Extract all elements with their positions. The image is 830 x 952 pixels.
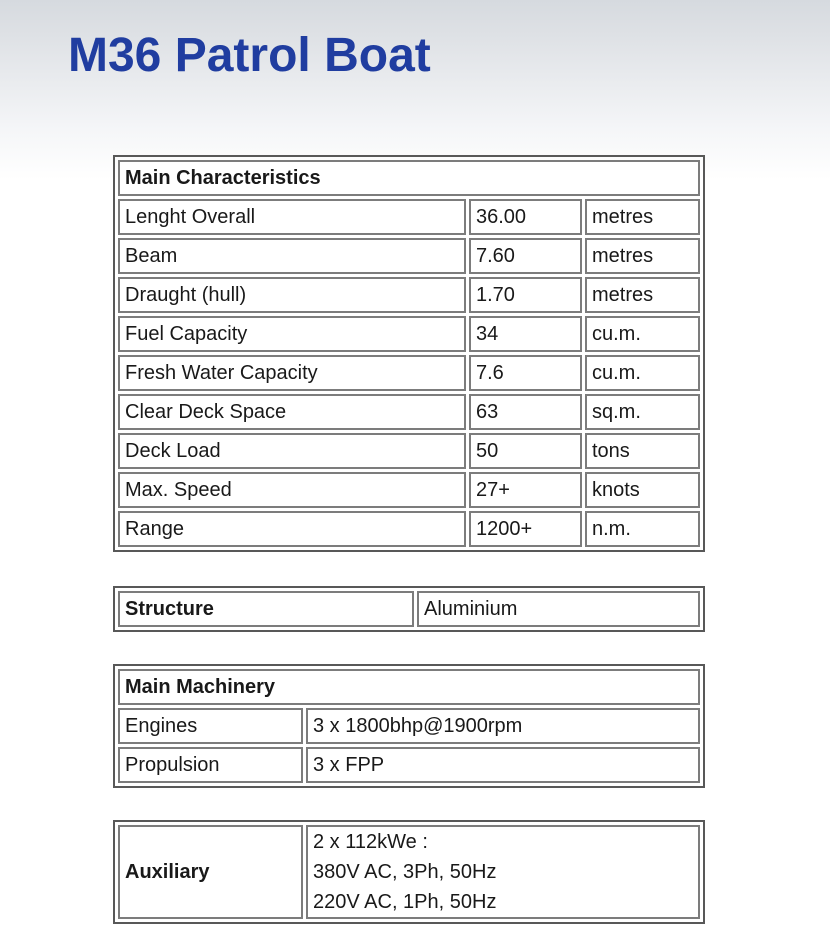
table-row — [118, 591, 700, 627]
auxiliary-line: 220V AC, 1Ph, 50Hz — [313, 891, 497, 914]
auxiliary-label-cell: Auxiliary — [118, 825, 303, 919]
spec-label-cell: Fuel Capacity — [118, 316, 466, 352]
page-title: M36 Patrol Boat — [68, 29, 431, 82]
spec-label-cell: Range — [118, 511, 466, 547]
spec-label-cell: Clear Deck Space — [118, 394, 466, 430]
section-header-row — [118, 669, 700, 705]
spec-unit-cell: n.m. — [585, 511, 700, 547]
table-row — [118, 238, 700, 274]
table-row — [118, 394, 700, 430]
spec-unit-cell: metres — [585, 238, 700, 274]
structure-value-cell: Aluminium — [417, 591, 700, 627]
auxiliary-table — [113, 820, 705, 924]
structure-label-cell: Structure — [118, 591, 414, 627]
auxiliary-value-cell — [306, 825, 700, 919]
spec-value-cell: 1.70 — [469, 277, 582, 313]
spec-label-cell: Lenght Overall — [118, 199, 466, 235]
spec-unit-cell: cu.m. — [585, 316, 700, 352]
spec-value-cell: 50 — [469, 433, 582, 469]
spec-unit-cell: sq.m. — [585, 394, 700, 430]
main-characteristics-table — [113, 155, 705, 552]
spec-label-cell: Fresh Water Capacity — [118, 355, 466, 391]
table-row — [118, 708, 700, 744]
table-row — [118, 199, 700, 235]
spec-value-cell: 3 x 1800bhp@1900rpm — [306, 708, 700, 744]
table-row — [118, 747, 700, 783]
spec-label-cell: Draught (hull) — [118, 277, 466, 313]
spec-label-cell: Beam — [118, 238, 466, 274]
table-row — [118, 316, 700, 352]
spec-unit-cell: tons — [585, 433, 700, 469]
spec-label-cell: Propulsion — [118, 747, 303, 783]
spec-label-cell: Max. Speed — [118, 472, 466, 508]
spec-value-cell: 3 x FPP — [306, 747, 700, 783]
structure-table — [113, 586, 705, 632]
spec-value-cell: 7.60 — [469, 238, 582, 274]
section-header-row — [118, 160, 700, 196]
table-row — [118, 511, 700, 547]
table-row — [118, 277, 700, 313]
spec-value-cell: 7.6 — [469, 355, 582, 391]
table-row — [118, 825, 700, 919]
spec-unit-cell: metres — [585, 199, 700, 235]
spec-label-cell: Engines — [118, 708, 303, 744]
spec-value-cell: 63 — [469, 394, 582, 430]
spec-value-cell: 1200+ — [469, 511, 582, 547]
spec-unit-cell: cu.m. — [585, 355, 700, 391]
main-machinery-header: Main Machinery — [118, 669, 700, 705]
spec-unit-cell: knots — [585, 472, 700, 508]
spec-value-cell: 27+ — [469, 472, 582, 508]
table-row — [118, 355, 700, 391]
spec-unit-cell: metres — [585, 277, 700, 313]
main-machinery-table — [113, 664, 705, 788]
spec-label-cell: Deck Load — [118, 433, 466, 469]
auxiliary-line: 2 x 112kWe : — [313, 831, 428, 854]
table-row — [118, 433, 700, 469]
main-characteristics-header: Main Characteristics — [118, 160, 700, 196]
spec-value-cell: 34 — [469, 316, 582, 352]
table-row — [118, 472, 700, 508]
auxiliary-line: 380V AC, 3Ph, 50Hz — [313, 861, 497, 884]
spec-value-cell: 36.00 — [469, 199, 582, 235]
